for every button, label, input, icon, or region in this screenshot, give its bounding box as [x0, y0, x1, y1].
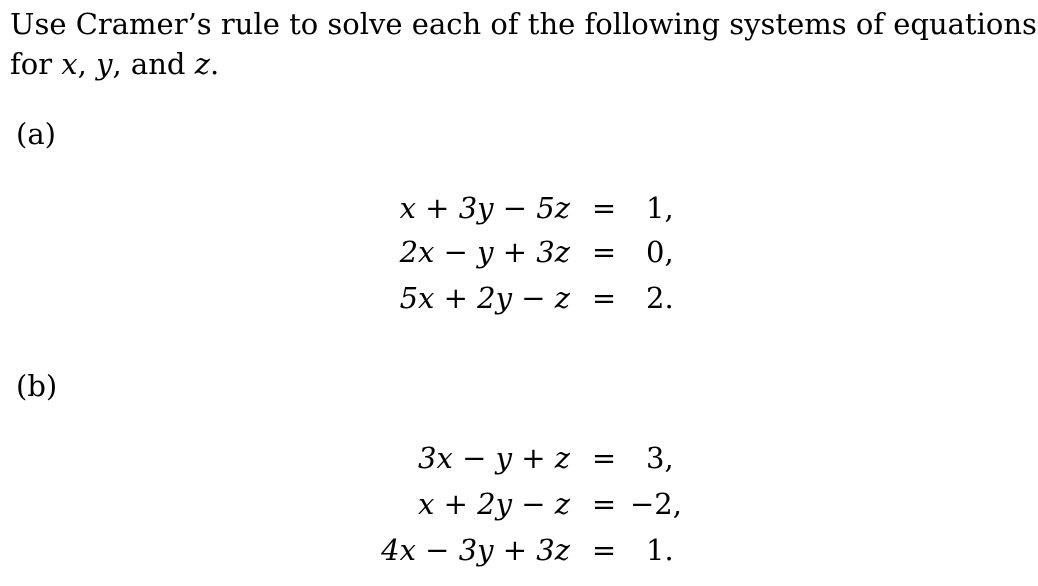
variable-z: z: [194, 47, 210, 81]
equation-lhs: 5x + 2y − z: [399, 281, 570, 315]
and-text: , and: [112, 47, 195, 81]
part-a-label: (a): [16, 117, 56, 151]
equation-rhs: 1,: [646, 191, 674, 225]
comma-text: ,: [77, 47, 97, 81]
equation-lhs: x + 2y − z: [418, 487, 570, 521]
equation-row: [0, 276, 1038, 320]
equation-rhs: −2,: [630, 487, 682, 521]
equation-lhs: 3x − y + z: [418, 441, 570, 475]
equation-rhs: 2.: [646, 281, 674, 315]
equation-lhs: x + 3y − 5z: [399, 191, 570, 225]
equation-lhs: 2x − y + 3z: [399, 235, 570, 269]
part-b-label: (b): [16, 369, 58, 403]
variable-y: y: [96, 47, 113, 81]
equation-row: [0, 528, 1038, 572]
equation-lhs: 4x − 3y + 3z: [381, 533, 570, 567]
equation-row: [0, 230, 1038, 274]
equation-row: [0, 482, 1038, 526]
equation-row: [0, 186, 1038, 230]
for-text: for: [10, 47, 62, 81]
equals-sign: =: [591, 191, 617, 225]
problem-text-line-2: [10, 46, 219, 82]
equals-sign: =: [591, 441, 617, 475]
equals-sign: =: [591, 281, 617, 315]
equation-row: [0, 436, 1038, 480]
equation-rhs: 3,: [646, 441, 674, 475]
problem-text-line-1: Use Cramer’s rule to solve each of the following systems of equations: [10, 7, 1037, 41]
period-text: .: [209, 47, 220, 81]
equation-rhs: 1.: [646, 533, 674, 567]
equals-sign: =: [591, 487, 617, 521]
equals-sign: =: [591, 235, 617, 269]
equation-rhs: 0,: [646, 235, 674, 269]
variable-x: x: [61, 47, 78, 81]
equals-sign: =: [591, 533, 617, 567]
